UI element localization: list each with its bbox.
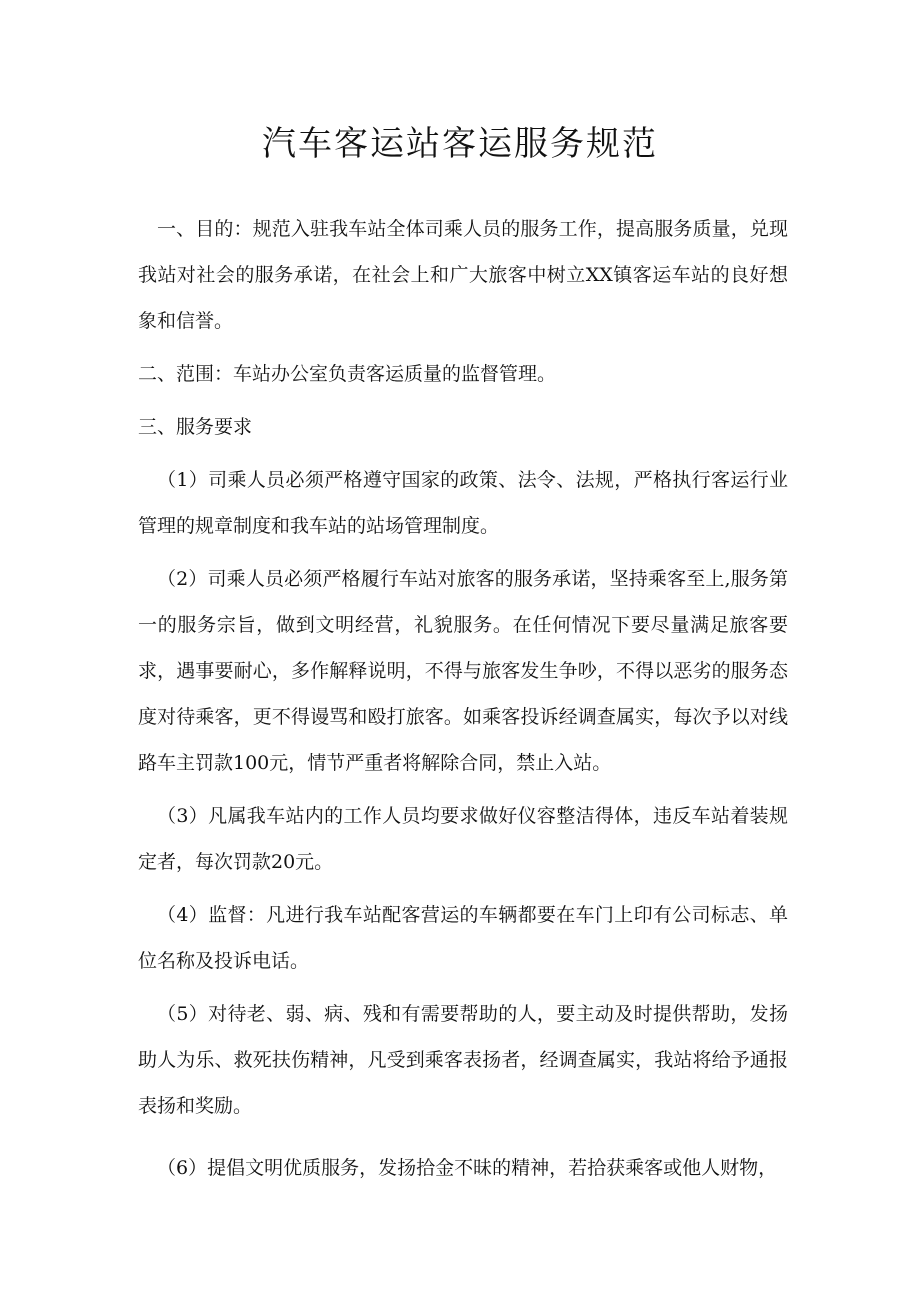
paragraph-item-1: （1）司乘人员必须严格遵守国家的政策、法令、法规，严格执行客运行业管理的规章制度和我车站的站场管理制度。 [138, 469, 788, 537]
paragraph-item-3: （3）凡属我车站内的工作人员均要求做好仪容整洁得体，违反车站着装规定者，每次罚款20元。 [138, 805, 788, 873]
paragraph-purpose: 一、目的：规范入驻我车站全体司乘人员的服务工作，提高服务质量，兑现我站对社会的服务承诺，在社会上和广大旅客中树立XX镇客运车站的良好想象和信誉。 [138, 218, 788, 332]
document-title: 汽车客运站客运服务规范 [262, 124, 658, 164]
paragraph-service-requirements-heading: 三、服务要求 [138, 416, 253, 438]
document-body [138, 206, 788, 1198]
paragraph-item-6: （6）提倡文明优质服务，发扬拾金不昧的精神，若拾获乘客或他人财物， [157, 1157, 778, 1179]
paragraph-item-2: （2）司乘人员必须严格履行车站对旅客的服务承诺，坚持乘客至上,服务第一的服务宗旨，做到文明经营，礼貌服务。在任何情况下要尽量满足旅客要求，遇事要耐心，多作解释说明，不得与旅客发生争吵，不得以恶劣的服务态度对待乘客，更不得谩骂和殴打旅客。如乘客投诉经调查属实，每次予以对线路车主罚款100元，情节严重者将解除合同，禁止入站。 [138, 568, 788, 774]
paragraph-item-4: （4）监督：凡进行我车站配客营运的车辆都要在车门上印有公司标志、单位名称及投诉电话。 [138, 904, 788, 972]
paragraph-scope: 二、范围：车站办公室负责客运质量的监督管理。 [138, 363, 557, 385]
paragraph-item-5: （5）对待老、弱、病、残和有需要帮助的人，要主动及时提供帮助，发扬助人为乐、救死扶伤精神，凡受到乘客表扬者，经调查属实，我站将给予通报表扬和奖励。 [138, 1003, 788, 1117]
